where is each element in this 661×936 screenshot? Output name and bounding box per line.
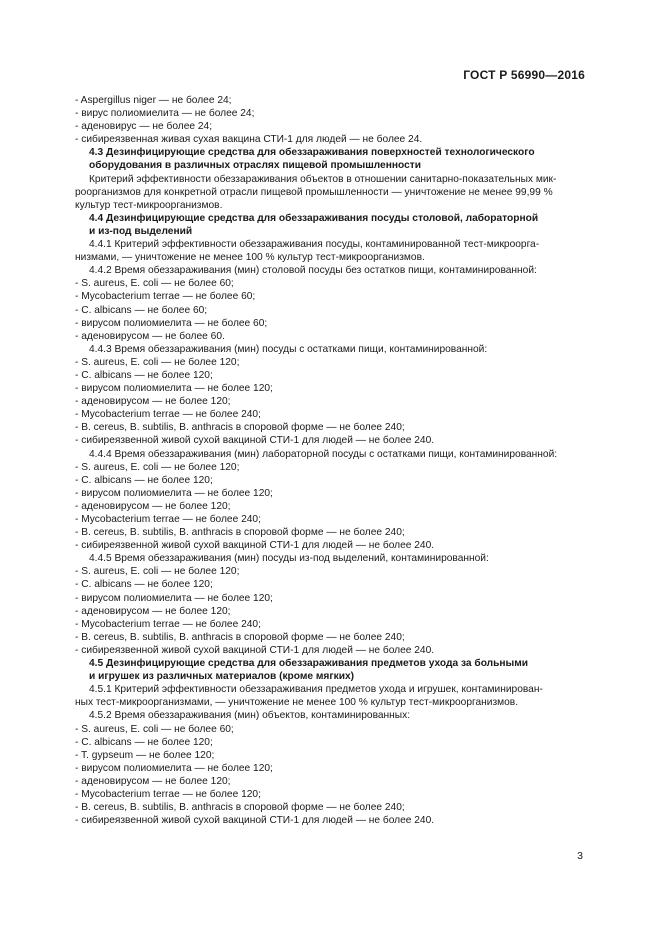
text-line: - аденовирусом — не более 60. xyxy=(75,330,225,342)
text-line: Критерий эффективности обеззараживания объектов в отношении санитарно-показательных мик- xyxy=(89,173,557,185)
text-line: - сибиреязвенная живая сухая вакцина СТИ-1 для людей — не более 24. xyxy=(75,134,423,146)
text-line: - вирус полиомиелита — не более 24; xyxy=(75,108,255,120)
document-header-id: ГОСТ Р 56990—2016 xyxy=(463,68,585,82)
text-line: - аденовирусом — не более 120; xyxy=(75,500,231,512)
text-line: - C. albicans — не более 60; xyxy=(75,304,208,316)
text-line: низмами, — уничтожение не менее 100 % культур тест-микроорганизмов. xyxy=(75,252,425,264)
text-line: - B. cereus, B. subtilis, B. anthracis в споровой форме — не более 240; xyxy=(75,527,405,539)
text-line: - C. albicans — не более 120; xyxy=(75,369,213,381)
section-heading-line: и из-под выделений xyxy=(89,225,193,237)
document-body xyxy=(75,94,586,827)
text-line: - аденовирус — не более 24; xyxy=(75,121,213,133)
section-heading-line: 4.5 Дезинфицирующие средства для обеззараживания предметов ухода за больными xyxy=(89,658,529,670)
text-line: - вирусом полиомиелита — не более 120; xyxy=(75,592,273,604)
text-line: - S. aureus, E. coli — не более 120; xyxy=(75,566,240,578)
text-line: - вирусом полиомиелита — не более 120; xyxy=(75,762,273,774)
text-line: 4.4.3 Время обеззараживания (мин) посуды с остатками пищи, контаминированной: xyxy=(89,343,488,355)
text-line: культур тест-микроорганизмов. xyxy=(75,199,223,211)
text-line: - S. aureus, E. coli — не более 120; xyxy=(75,461,240,473)
text-line: - S. aureus, E. coli — не более 60; xyxy=(75,723,234,735)
text-line: - Aspergillus niger — не более 24; xyxy=(75,95,232,106)
text-line: - Mycobacterium terrae — не более 240; xyxy=(75,618,261,630)
text-line: - вирусом полиомиелита — не более 120; xyxy=(75,383,273,395)
text-line: - вирусом полиомиелита — не более 120; xyxy=(75,487,273,499)
section-heading-line: и игрушек из различных материалов (кроме мягких) xyxy=(89,671,355,683)
text-line: роорганизмов для конкретной отрасли пищевой промышленности — уничтожение не менее 99,99 % xyxy=(75,186,553,198)
text-line: 4.5.2 Время обеззараживания (мин) объектов, контаминированных: xyxy=(89,710,411,722)
text-line: 4.5.1 Критерий эффективности обеззараживания предметов ухода и игрушек, контаминирован- xyxy=(89,684,543,696)
text-line: - T. gypseum — не более 120; xyxy=(75,749,215,761)
text-line: 4.4.4 Время обеззараживания (мин) лабораторной посуды с остатками пищи, контаминированной: xyxy=(89,448,558,460)
text-line: - аденовирусом — не более 120; xyxy=(75,396,231,408)
text-line: - C. albicans — не более 120; xyxy=(75,474,213,486)
text-line: - аденовирусом — не более 120; xyxy=(75,775,231,787)
text-line: - C. albicans — не более 120; xyxy=(75,579,213,591)
text-line: 4.4.2 Время обеззараживания (мин) столовой посуды без остатков пищи, контаминированной: xyxy=(89,265,537,277)
text-line: 4.4.5 Время обеззараживания (мин) посуды из-под выделений, контаминированной: xyxy=(89,553,489,565)
text-line: - Mycobacterium terrae — не более 240; xyxy=(75,514,261,525)
text-line: - B. cereus, B. subtilis, B. anthracis в споровой форме — не более 240; xyxy=(75,802,405,814)
page-number: 3 xyxy=(577,850,583,862)
text-line: - S. aureus, E. coli — не более 120; xyxy=(75,356,240,368)
text-line: - сибиреязвенной живой сухой вакциной СТИ-1 для людей — не более 240. xyxy=(75,435,435,447)
text-line: - аденовирусом — не более 120; xyxy=(75,605,231,617)
text-line: 4.4.1 Критерий эффективности обеззараживания посуды, контаминированной тест-микроорга- xyxy=(89,239,540,251)
text-line: - Mycobacterium terrae — не более 240; xyxy=(75,409,261,421)
section-heading-line: 4.3 Дезинфицирующие средства для обеззараживания поверхностей технологического xyxy=(89,147,535,159)
text-line: - сибиреязвенной живой сухой вакциной СТИ-1 для людей — не более 240. xyxy=(75,540,435,552)
text-line: - S. aureus, E. coli — не более 60; xyxy=(75,278,234,290)
text-line: - B. cereus, B. subtilis, B. anthracis в споровой форме — не более 240; xyxy=(75,631,405,643)
text-line: - Mycobacterium terrae — не более 60; xyxy=(75,291,256,303)
section-heading-line: 4.4 Дезинфицирующие средства для обеззараживания посуды столовой, лабораторной xyxy=(89,212,539,224)
text-line: - B. cereus, B. subtilis, B. anthracis в споровой форме — не более 240; xyxy=(75,422,405,434)
text-line: - сибиреязвенной живой сухой вакциной СТИ-1 для людей — не более 240. xyxy=(75,815,435,827)
text-line: - вирусом полиомиелита — не более 60; xyxy=(75,317,268,329)
text-line: - Mycobacterium terrae — не более 120; xyxy=(75,788,261,800)
text-line: ных тест-микроорганизмами, — уничтожение не менее 100 % культур тест-микроорганизмов. xyxy=(75,697,519,709)
text-line: - сибиреязвенной живой сухой вакциной СТИ-1 для людей — не более 240. xyxy=(75,644,435,656)
section-heading-line: оборудования в различных отраслях пищевой промышленности xyxy=(89,160,422,172)
text-line: - C. albicans — не более 120; xyxy=(75,736,213,748)
